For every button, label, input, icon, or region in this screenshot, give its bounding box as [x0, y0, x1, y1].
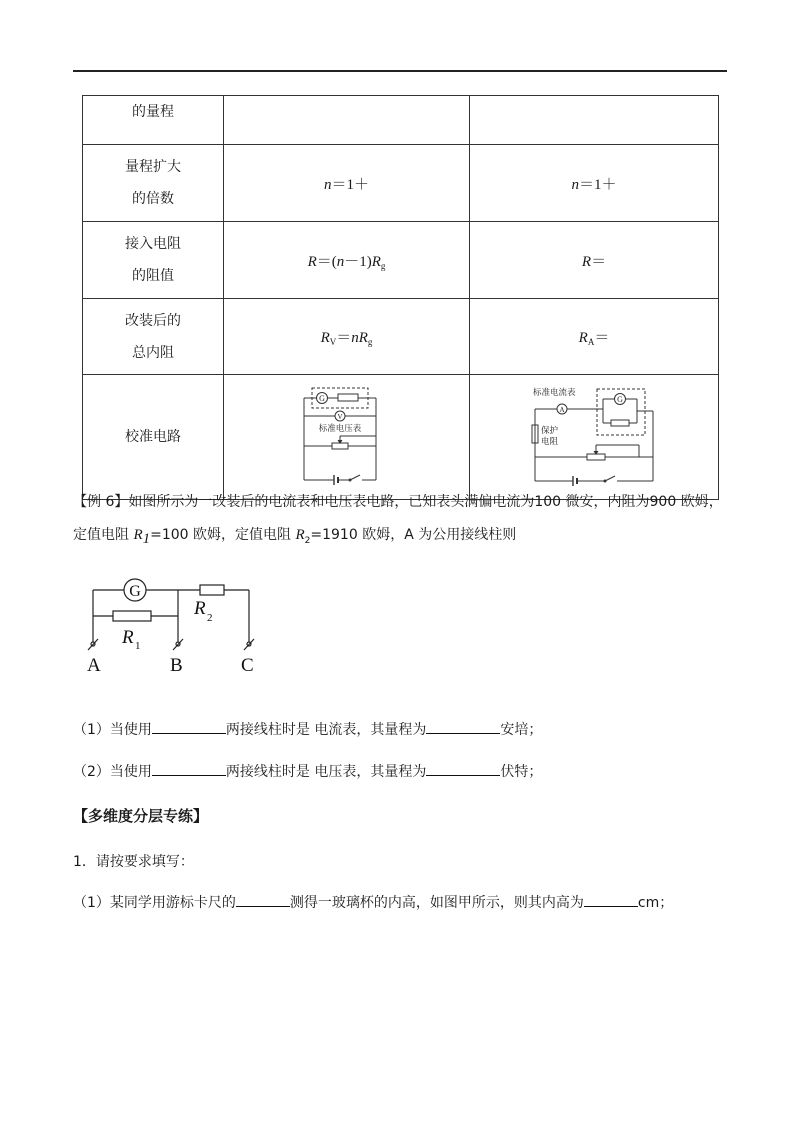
formula-voltmeter-total: $R_V=nR_g$ [224, 299, 470, 375]
row-label: 的量程 [132, 104, 174, 120]
question-2: （2）当使用 两接线柱时是 电压表，其量程为 伏特； [73, 764, 543, 780]
subquestion-1: （1）某同学用游标卡尺的 测得一玻璃杯的内高，如图甲所示，则其内高为 cm； [73, 895, 674, 911]
r1-subscript: 1 [135, 640, 141, 652]
table-row [83, 96, 719, 145]
formula-ammeter-resistance: R＝ [470, 222, 719, 299]
example-line-2: 定值电阻 $R_1=100$ 欧姆，定值电阻 $R_2=1910$ 欧姆，A 为公用接线柱则 [73, 527, 517, 547]
meter-g-label: G [129, 583, 141, 600]
row-label: 总内阻 [132, 344, 174, 361]
section-heading: 【多维度分层专练】 [73, 807, 209, 825]
cell-ammeter [470, 96, 719, 145]
formula-voltmeter-resistance: $R=(n-1)R_g$ [224, 222, 470, 299]
meter-a-label: A [559, 406, 565, 414]
row-label: 校准电路 [125, 429, 181, 445]
row-label: 接入电阻 [125, 236, 181, 252]
example-line-1: 【例 6】如图所示为一改装后的电流表和电压表电路，已知表头满偏电流为100 微安，内阻为900 欧姆， [73, 494, 723, 510]
calib-caption: 标准电压表 [318, 424, 361, 434]
answer-blank[interactable] [426, 763, 500, 776]
row-label: 量程扩大 [125, 159, 181, 175]
row-label: 的倍数 [132, 191, 174, 207]
answer-blank[interactable] [152, 763, 226, 776]
terminal-b-label: B [170, 655, 183, 676]
row-label: 改装后的 [125, 312, 181, 329]
row-label: 的阻值 [132, 268, 174, 284]
comparison-table [82, 95, 719, 500]
r2-subscript: 2 [207, 612, 213, 624]
answer-blank[interactable] [236, 894, 290, 907]
formula-voltmeter-factor: n＝1＋ [224, 145, 470, 222]
section-item-1: 1．请按要求填写： [73, 854, 194, 870]
meter-g-label: G [318, 394, 325, 403]
r1-label: R [122, 627, 134, 648]
calib-caption: 标准电流表 [533, 388, 576, 398]
circuit-figure [78, 570, 278, 678]
table-row [83, 222, 719, 299]
table-row [83, 299, 719, 375]
terminal-c-label: C [241, 655, 254, 676]
example-tag: 【例 6】 [73, 494, 129, 510]
question-1: （1）当使用 两接线柱时是 电流表，其量程为 安培； [73, 722, 543, 738]
resistor-label: 保护 [541, 426, 559, 436]
table-row [83, 145, 719, 222]
formula-ammeter-total: $R_A=$ [470, 299, 719, 375]
voltmeter-calibration-diagram [292, 384, 402, 486]
resistor-label: 电阻 [541, 437, 559, 447]
answer-blank[interactable] [426, 721, 500, 734]
answer-blank[interactable] [152, 721, 226, 734]
header-rule [73, 70, 727, 72]
formula-ammeter-factor: n＝1＋ [470, 145, 719, 222]
terminal-a-label: A [87, 655, 101, 676]
answer-blank[interactable] [584, 894, 638, 907]
calib-circuit-voltmeter [224, 375, 470, 500]
meter-g-label: G [617, 395, 623, 404]
meter-v-label: V [336, 413, 343, 421]
table-row [83, 375, 719, 500]
ammeter-calibration-diagram [529, 383, 659, 487]
calib-circuit-ammeter [470, 375, 719, 500]
r2-label: R [194, 598, 206, 619]
cell-voltmeter [224, 96, 470, 145]
